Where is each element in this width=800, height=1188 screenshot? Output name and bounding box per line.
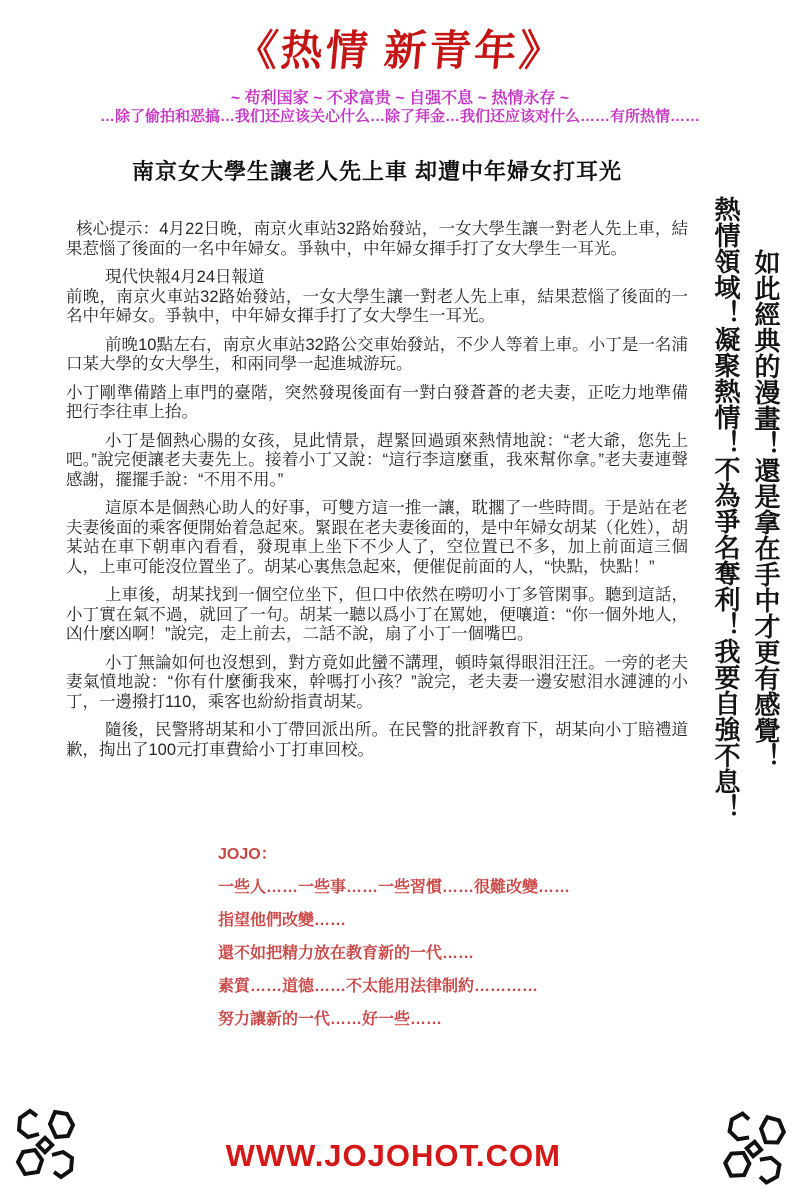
article-paragraph: 上車後，胡某找到一個空位坐下，但口中依然在嘮叨小丁多管閑事。聽到這話，小丁實在氣不過，就回了一句。胡某一聽以爲小丁在罵她，便嚷道：“你一個外地人，凶什麼凶啊！”說完，走上前去，二話不說，扇了小丁一個嘴巴。 (66, 586, 688, 643)
jojo-note-line: 還不如把精力放在教育新的一代…… (218, 945, 475, 962)
site-url-link[interactable]: WWW.JOJOHOT.COM (225, 1138, 561, 1173)
article-paragraph: 小丁是個熱心腸的女孩，見此情景，趕緊回過頭來熱情地說：“老大爺，您先上吧。”說完便讓老夫妻先上。接着小丁又說：“這行李這麼重，我來幫你拿。”老夫妻連聲感謝，擺擺手說：“不用不用。” (66, 431, 688, 489)
pinwheel-ornament-icon (13, 1105, 77, 1183)
article-headline: 南京女大學生讓老人先上車 却遭中年婦女打耳光 (131, 159, 623, 184)
vertical-slogan-left-column: 熱情領域！凝聚熱情！不為爭名奪利！我要自強不息！ (711, 196, 741, 820)
article-paragraph: 隨後，民警將胡某和小丁帶回派出所。在民警的批評教育下，胡某向小丁賠禮道歉，掏出了100元打車費給小丁打車回校。 (66, 721, 688, 759)
article-paragraph: 小丁剛準備踏上車門的臺階，突然發現後面有一對白發蒼蒼的老夫妻，正吃力地準備把行李往車上抬。 (66, 383, 688, 421)
slogan-line-2: …除了偷拍和恶搞…我们还应该关心什么…除了拜金…我们还应该对什么……有所热情…… (99, 108, 700, 125)
vertical-slogan-banner (708, 196, 784, 820)
article-paragraph: 核心提示：4月22日晚，南京火車站32路始發站，一女大學生讓一對老人先上車，結果惹惱了後面的一名中年婦女。爭執中，中年婦女揮手打了女大學生一耳光。 (66, 220, 688, 258)
vertical-slogan-right-column: 如此經典的漫畫！還是拿在手中才更有感覺！ (751, 249, 781, 769)
slogan-line-1: ~ 苟利国家 ~ 不求富贵 ~ 自强不息 ~ 热情永存 ~ (230, 90, 570, 107)
article-paragraph: 現代快報4月24日報道 (105, 268, 265, 286)
article-paragraph: 前晚，南京火車站32路始發站，一女大學生讓一對老人先上車，結果惹惱了後面的一名中年婦女。爭執中，中年婦女揮手打了女大學生一耳光。 (66, 287, 688, 325)
jojo-note (218, 846, 800, 1029)
jojo-note-line: 素質……道德……不太能用法律制約………… (218, 978, 539, 995)
jojo-label: JOJO： (218, 846, 277, 863)
masthead (0, 0, 800, 125)
article-body (66, 220, 688, 760)
article-paragraph: 前晚10點左右，南京火車站32路公交車始發站，不少人等着上車。小丁是一名浦口某大學的女大學生，和兩同學一起進城游玩。 (66, 335, 688, 373)
pinwheel-ornament-icon (718, 1106, 790, 1188)
article-paragraph: 這原本是個熱心助人的好事，可雙方這一推一讓，耽擱了一些時間。于是站在老夫妻後面的乘客便開始着急起來。緊跟在老夫妻後面的，是中年婦女胡某（化姓），胡某站在車下朝車內看看，發現車上坐下不少人了，空位置已不多，加上前面這三個人，上車可能沒位置坐了。胡某心裏焦急起來，便催促前面的人，“快點，快點！” (66, 499, 688, 576)
page-title: 《热情 新青年》 (233, 29, 566, 75)
jojo-note-line: 指望他們改變…… (218, 912, 347, 929)
article-paragraph: 小丁無論如何也沒想到，對方竟如此蠻不講理，頓時氣得眼泪汪汪。一旁的老夫妻氣憤地說：“你有什麼衝我來，幹嗎打小孩？”說完，老夫妻一邊安慰泪水漣漣的小丁，一邊撥打110，乘客也紛紛指責胡某。 (66, 653, 688, 711)
jojo-note-line: 一些人……一些事……一些習慣……很難改變…… (218, 879, 571, 896)
jojo-note-line: 努力讓新的一代……好一些…… (218, 1011, 443, 1028)
